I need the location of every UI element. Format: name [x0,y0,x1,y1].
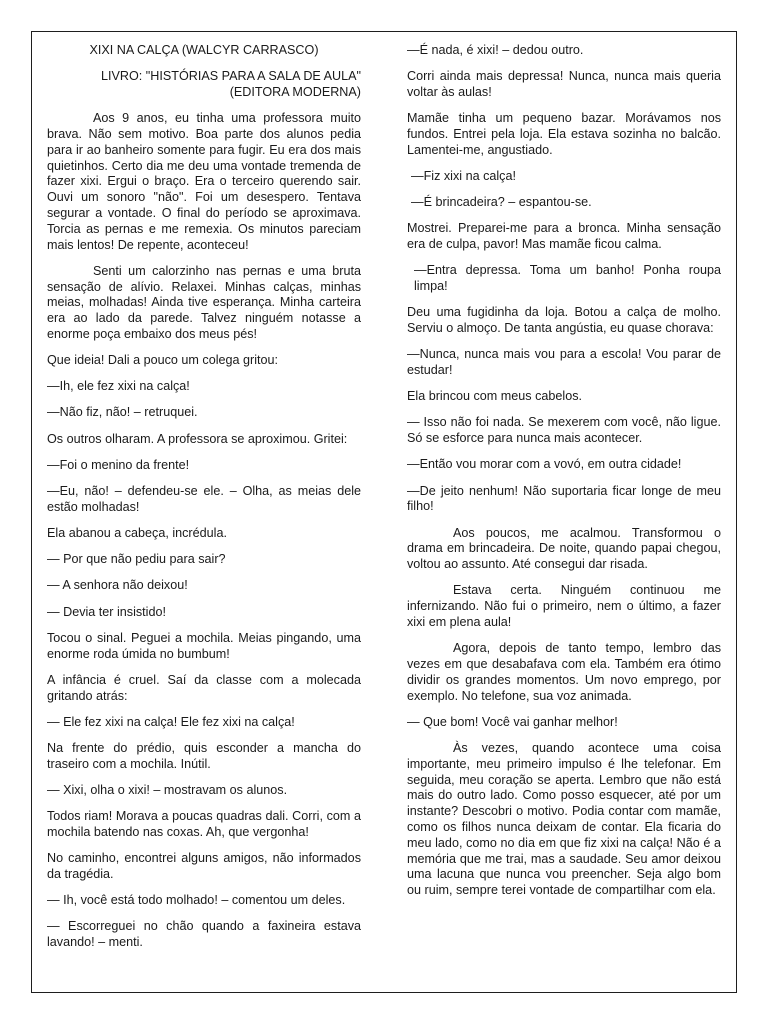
paragraph: No caminho, encontrei alguns amigos, não informados da tragédia. [47,851,361,881]
dialogue-line: —Ih, ele fez xixi na calça! [47,379,190,394]
dialogue-line: — Ih, você está todo molhado! – comentou um deles. [47,893,346,908]
paragraph: Tocou o sinal. Peguei a mochila. Meias pingando, uma enorme roda úmida no bumbum! [47,630,361,661]
paragraph: Todos riam! Morava a poucas quadras dali. Corri, com a mochila batendo nas coxas. Ah, que vergonha! [47,809,361,839]
left-column [47,43,361,961]
dialogue-line: — A senhora não deixou! [47,578,188,593]
dialogue-line: —Fiz xixi na calça! [411,168,516,183]
dialogue-line: — Isso não foi nada. Se mexerem com você, não ligue. Só se esforce para nunca mais acontecer. [407,415,721,446]
dialogue-line: —É nada, é xixi! – dedou outro. [407,43,584,57]
dialogue-line: — Por que não pediu para sair? [47,552,226,567]
dialogue-line: — Ele fez xixi na calça! Ele fez xixi na calça! [47,714,295,729]
paragraph: Na frente do prédio, quis esconder a mancha do traseiro com a mochila. Inútil. [47,740,361,771]
dialogue-line: —Não fiz, não! – retruquei. [47,405,198,420]
paragraph: Que ideia! Dali a pouco um colega gritou: [47,353,279,368]
paragraph: Os outros olharam. A professora se aproximou. Gritei: [47,431,348,446]
paragraph: Aos 9 anos, eu tinha uma professora muito brava. Não sem motivo. Boa parte dos alunos pedia para ir ao banheiro somente para fugir. Eu era dos mais quietinhos. Certo dia me deu uma vontade tremenda de fazer xixi. Ergui o braço. Era o terceiro querendo sair. Ouvi um sonoro "não". Foi um desespero. Tentava segurar a vontade. O final do período se aproximava. Torcia as pernas e me remexia. Os minutos pareciam mais lentos! De repente, aconteceu! [47,111,361,252]
paragraph: Ela abanou a cabeça, incrédula. [47,526,227,541]
dialogue-line: — Que bom! Você vai ganhar melhor! [407,714,618,729]
paragraph: Aos poucos, me acalmou. Transformou o drama em brincadeira. De noite, quando papai chegou, voltou ao assunto. Até consegui dar risada. [407,525,721,572]
story-title: XIXI NA CALÇA (WALCYR CARRASCO) [89,43,319,57]
paragraph: A infância é cruel. Saí da classe com a molecada gritando atrás: [47,672,361,703]
dialogue-line: —Nunca, nunca mais vou para a escola! Vou parar de estudar! [407,347,721,378]
paragraph: Agora, depois de tanto tempo, lembro das vezes em que desabafava com ela. Também era ótimo dividir os grandes momentos. Um novo emprego, por exemplo. No telefone, sua voz animada. [407,641,721,703]
dialogue-line: — Escorreguei no chão quando a faxineira estava lavando! – menti. [47,919,361,950]
right-column [407,43,721,909]
dialogue-line: —De jeito nenhum! Não suportaria ficar longe de meu filho! [407,483,721,514]
paragraph: Mamãe tinha um pequeno bazar. Morávamos nos fundos. Entrei pela loja. Ela estava sozinha no balcão. Lamentei-me, angustiado. [407,111,721,157]
dialogue-line: — Xixi, olha o xixi! – mostravam os alunos. [47,782,288,797]
book-source: LIVRO: "HISTÓRIAS PARA A SALA DE AULA" (EDITORA MODERNA) [101,69,361,99]
dialogue-line: —Entra depressa. Toma um banho! Ponha roupa limpa! [414,263,721,294]
dialogue-line: —Eu, não! – defendeu-se ele. – Olha, as meias dele estão molhadas! [47,484,361,514]
paragraph: Senti um calorzinho nas pernas e uma bruta sensação de alívio. Relaxei. Minhas calças, minhas meias, molhadas! Ainda tive esperança. Minha carteira era ao lado da parede. Talvez ninguém notasse a enorme poça embaixo dos meus pés! [47,263,361,341]
paragraph: Corri ainda mais depressa! Nunca, nunca mais queria voltar às aulas! [407,69,721,99]
paragraph: Às vezes, quando acontece uma coisa importante, meu primeiro impulso é lhe telefonar. Em seguida, meu coração se aperta. Lembro que não está mais do outro lado. Como posso esquecer, até por um instante? Descobri o motivo. Podia contar com mamãe, como os filhos nunca deixam de contar. Ela ficaria do meu lado, como no dia em que fiz xixi na calça! Não é a memória que me trai, mas a saudade. Seu amor deixou uma lacuna que nunca vou preencher. Seja algo bom ou ruim, sempre terei vontade de compartilhar com ela. [407,740,721,898]
paragraph: Mostrei. Preparei-me para a bronca. Minha sensação era de culpa, pavor! Mas mamãe ficou calma. [407,221,721,252]
dialogue-line: —É brincadeira? – espantou-se. [411,195,592,210]
dialogue-line: —Foi o menino da frente! [47,457,190,472]
dialogue-line: — Devia ter insistido! [47,604,166,619]
dialogue-line: —Então vou morar com a vovó, em outra cidade! [407,457,682,472]
paragraph: Deu uma fugidinha da loja. Botou a calça de molho. Serviu o almoço. De tanta angústia, eu quase chorava: [407,305,721,336]
paragraph: Ela brincou com meus cabelos. [407,389,582,404]
paragraph: Estava certa. Ninguém continuou me infernizando. Não fui o primeiro, nem o último, a fazer xixi em plena aula! [407,583,721,629]
